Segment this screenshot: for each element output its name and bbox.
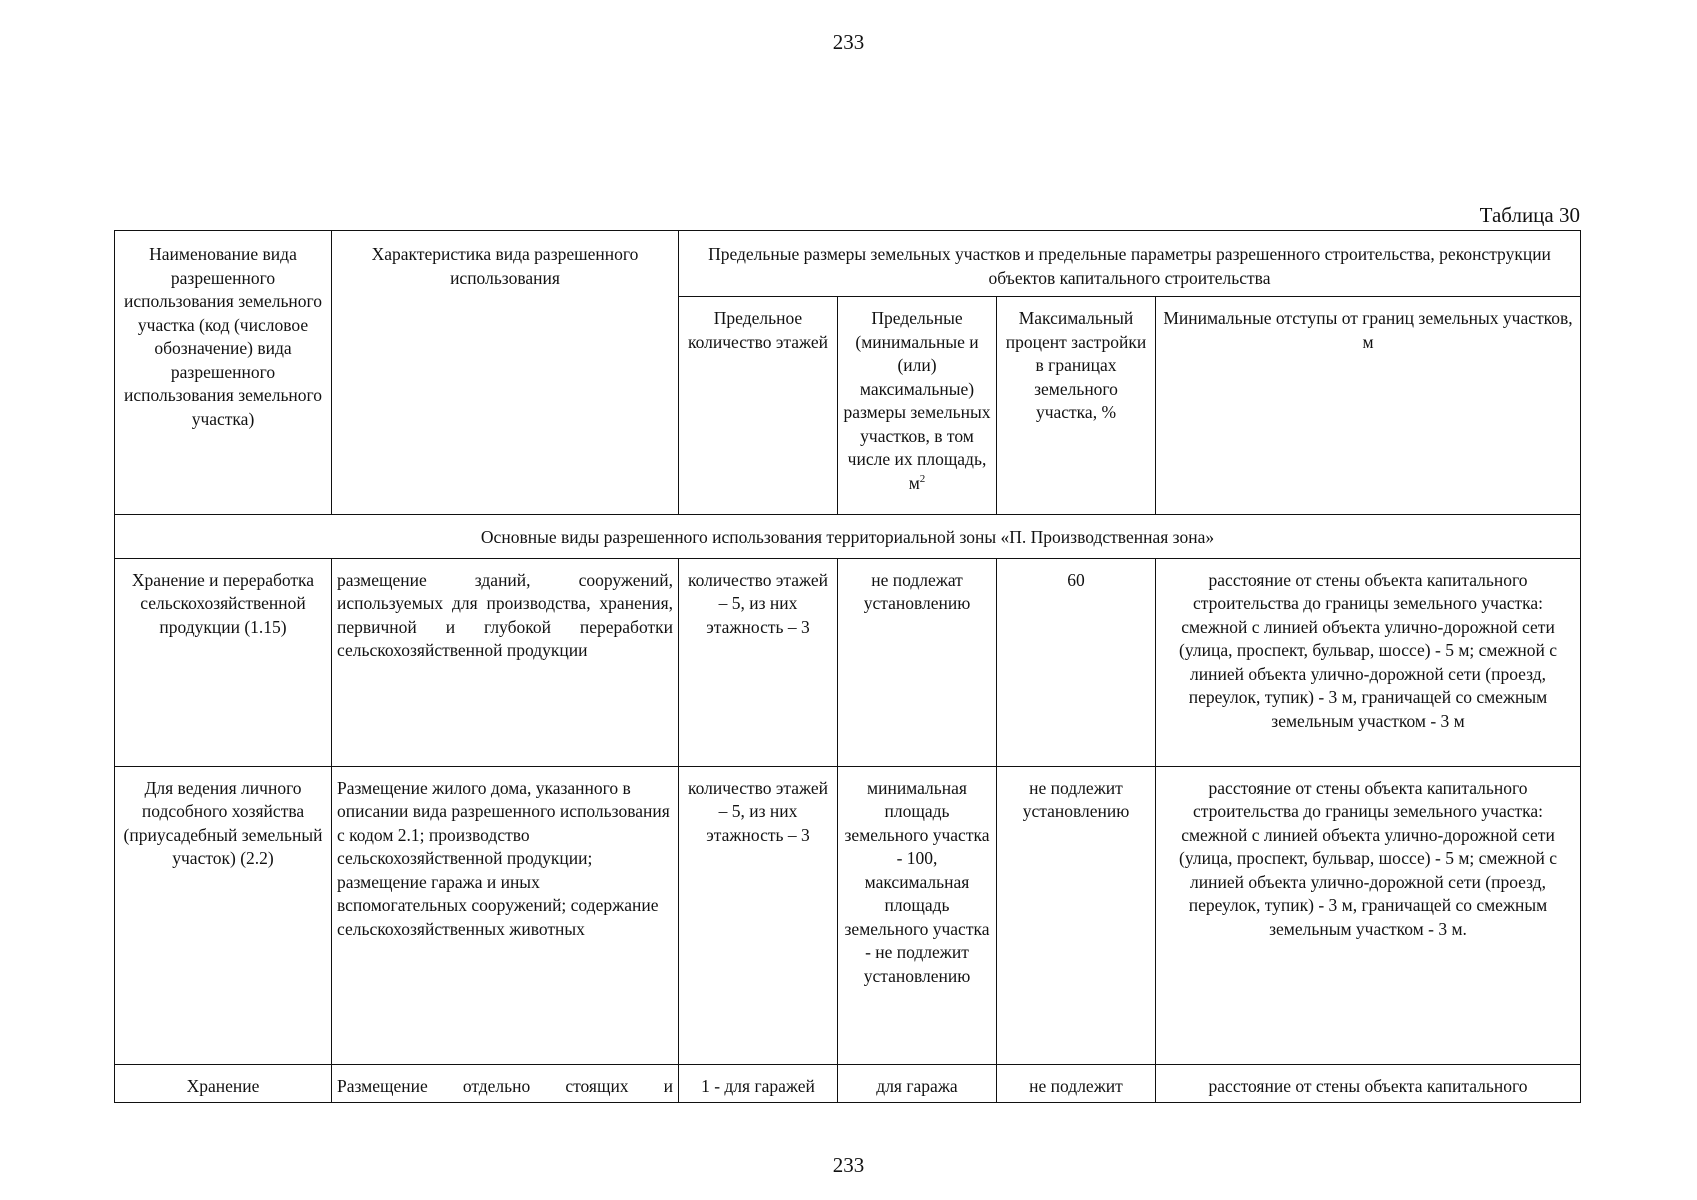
- table-caption: Таблица 30: [1479, 203, 1580, 227]
- use-name: Хранение и переработка сельскохозяйственной продукции (1.15): [115, 558, 332, 766]
- header-row: [115, 231, 1581, 297]
- header-setbacks: Минимальные отступы от границ земельных участков, м: [1156, 297, 1581, 515]
- zone-title: Основные виды разрешенного использования территориальной зоны «П. Производственная зона»: [115, 515, 1581, 559]
- setbacks-limit: расстояние от стены объекта капитального строительства до границы земельного участка: смежной с линией объекта улично-дорожной сети (улица, проспект, бульвар, шоссе) - 5 м; смежной с линией объекта улично-дорожной сети (проезд, переулок, тупик) - 3 м, граничащей со смежным земельным участком - 3 м: [1156, 558, 1581, 766]
- header-use-name: Наименование вида разрешенного использования земельного участка (код (числовое обозначение) вида разрешенного использования земельного участка): [115, 231, 332, 515]
- table-row: [115, 558, 1581, 766]
- page-number-top: 233: [832, 30, 865, 54]
- header-plot-size-text: Предельные (минимальные и (или) максимальные) размеры земельных участков, в том числе их площадь, м: [843, 308, 991, 493]
- page-number-bottom: 233: [832, 1153, 865, 1177]
- coverage-limit: 60: [997, 558, 1156, 766]
- header-use-description: Характеристика вида разрешенного использования: [332, 231, 679, 515]
- use-name: Хранение: [115, 1064, 332, 1103]
- header-limits-group: Предельные размеры земельных участков и предельные параметры разрешенного строительства, реконструкции объектов капитального строительства: [679, 231, 1581, 297]
- use-description: Размещение отдельно стоящих и: [332, 1064, 679, 1103]
- setbacks-limit: расстояние от стены объекта капитального строительства до границы земельного участка: смежной с линией объекта улично-дорожной сети (улица, проспект, бульвар, шоссе) - 5 м; смежной с линией объекта улично-дорожной сети (проезд, переулок, тупик) - 3 м, граничащей со смежным земельным участком - 3 м.: [1156, 766, 1581, 1064]
- coverage-limit: не подлежит: [997, 1064, 1156, 1103]
- table-row: [115, 1064, 1581, 1103]
- coverage-limit: не подлежит установлению: [997, 766, 1156, 1064]
- table-row: [115, 766, 1581, 1064]
- header-coverage: Максимальный процент застройки в границах земельного участка, %: [997, 297, 1156, 515]
- zoning-table: [114, 230, 1581, 1103]
- floors-limit: 1 - для гаражей: [679, 1064, 838, 1103]
- use-description: размещение зданий, сооружений, используемых для производства, хранения, первичной и глубокой переработки сельскохозяйственной продукции: [332, 558, 679, 766]
- plot-size-limit: не подлежат установлению: [838, 558, 997, 766]
- floors-limit: количество этажей – 5, из них этажность – 3: [679, 558, 838, 766]
- plot-size-limit: минимальная площадь земельного участка - 100, максимальная площадь земельного участка - не подлежит установлению: [838, 766, 997, 1064]
- floors-limit: количество этажей – 5, из них этажность – 3: [679, 766, 838, 1064]
- header-floors: Предельное количество этажей: [679, 297, 838, 515]
- zone-title-row: [115, 515, 1581, 559]
- header-plot-size: [838, 297, 997, 515]
- header-plot-size-sup: 2: [919, 472, 926, 485]
- plot-size-limit: для гаража: [838, 1064, 997, 1103]
- use-description: Размещение жилого дома, указанного в описании вида разрешенного использования с кодом 2.1; производство сельскохозяйственной продукции; размещение гаража и иных вспомогательных сооружений; содержание сельскохозяйственных животных: [332, 766, 679, 1064]
- setbacks-limit: расстояние от стены объекта капитального: [1156, 1064, 1581, 1103]
- use-name: Для ведения личного подсобного хозяйства (приусадебный земельный участок) (2.2): [115, 766, 332, 1064]
